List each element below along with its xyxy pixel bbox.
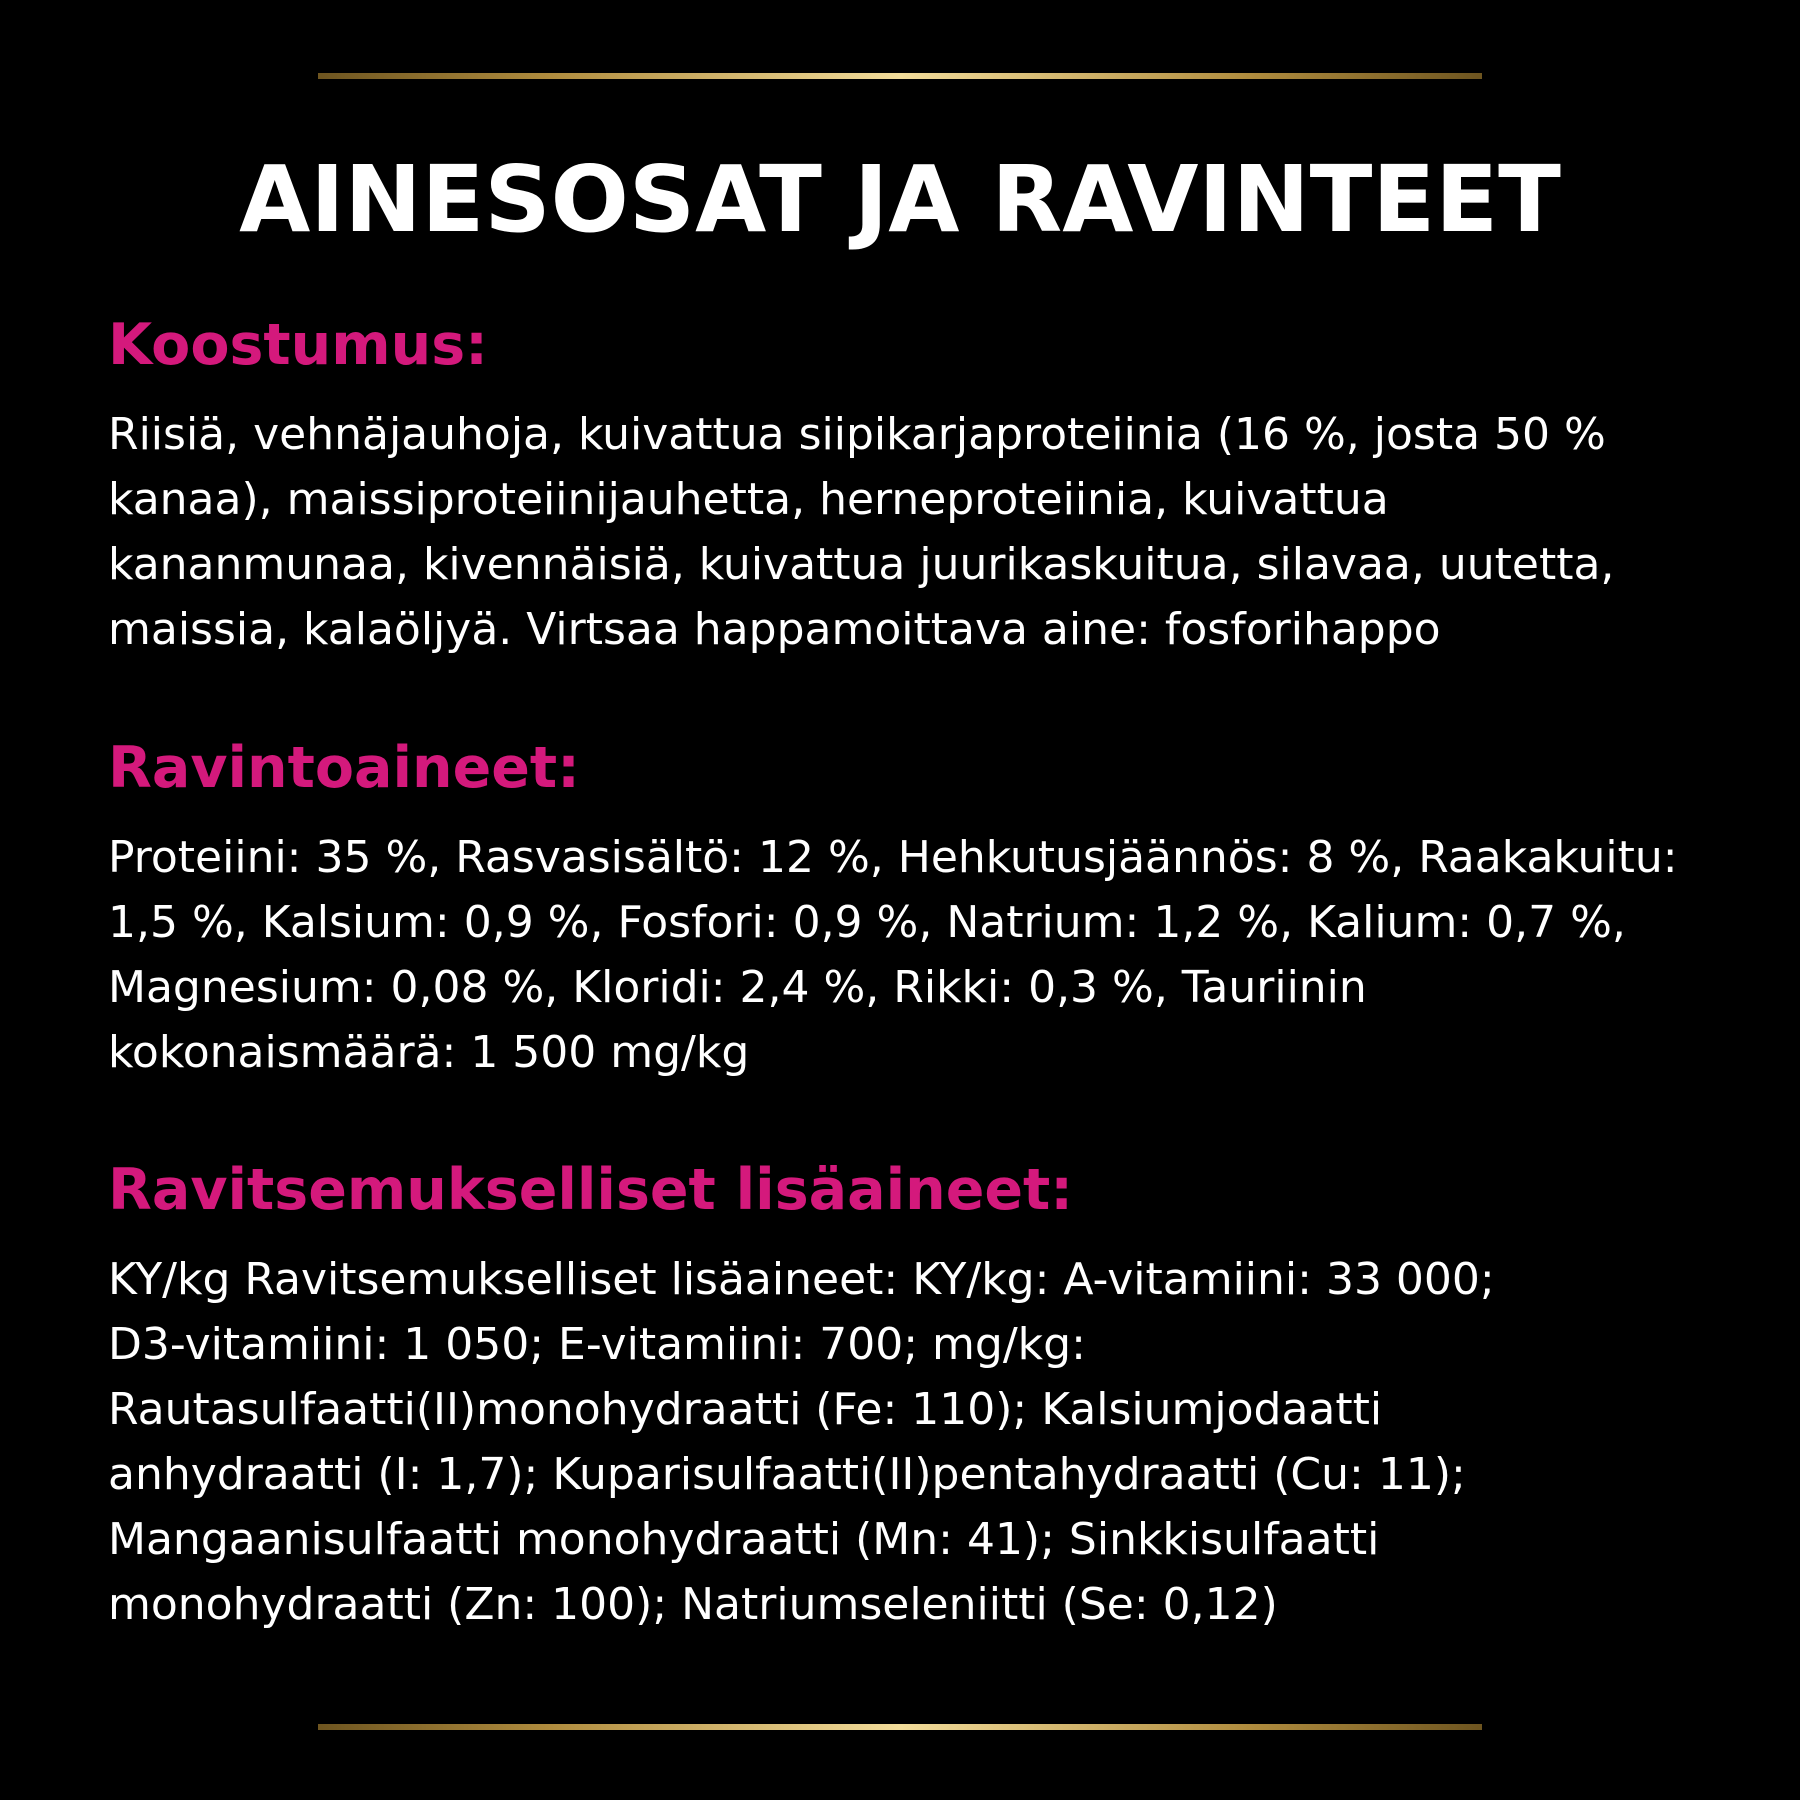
top-gold-divider: [318, 73, 1482, 79]
section-text-nutrients: Proteiini: 35 %, Rasvasisältö: 12 %, Hehkutusjäännös: 8 %, Raakakuitu: 1,5 %, Kalsium: 0,9 %, Fosfori: 0,9 %, Natrium: 1,2 %, Kalium: 0,7 %, Magnesium: 0,08 %, Kloridi: 2,4 %, Rikki: 0,3 %, Tauriinin kokonaismäärä: 1 500 mg/kg: [108, 832, 1678, 1078]
section-text-composition: Riisiä, vehnäjauhoja, kuivattua siipikarjaproteiinia (16 %, josta 50 % kanaa), maissiproteiinijauhetta, herneproteiinia, kuivattua kananmunaa, kivennäisiä, kuivattua juurikaskuitua, silavaa, uutetta, maissia, kalaöljyä. Virtsaa happamoittava aine: fosforihappo: [108, 409, 1615, 655]
section-heading-additives: Ravitsemukselliset lisäaineet:: [108, 1157, 1074, 1223]
section-heading-composition: Koostumus:: [108, 312, 488, 378]
section-nutrients: [108, 733, 1708, 1085]
section-text-additives: KY/kg Ravitsemukselliset lisäaineet: KY/kg: A-vitamiini: 33 000; D3-vitamiini: 1 050; E-vitamiini: 700; mg/kg: Rautasulfaatti(II)monohydraatti (Fe: 110); Kalsiumjodaatti anhydraatti (I: 1,7); Kuparisulfaatti(II)pentahydraatti (Cu: 11); Mangaanisulfaatti monohydraatti (Mn: 41); Sinkkisulfaatti monohydraatti (Zn: 100); Natriumseleniitti (Se: 0,12): [108, 1254, 1495, 1630]
section-composition: [108, 310, 1708, 662]
section-additives: [108, 1155, 1708, 1637]
page-title: AINESOSAT JA RAVINTEET: [239, 146, 1561, 253]
section-heading-nutrients: Ravintoaineet:: [108, 735, 580, 801]
bottom-gold-divider: [318, 1724, 1482, 1730]
